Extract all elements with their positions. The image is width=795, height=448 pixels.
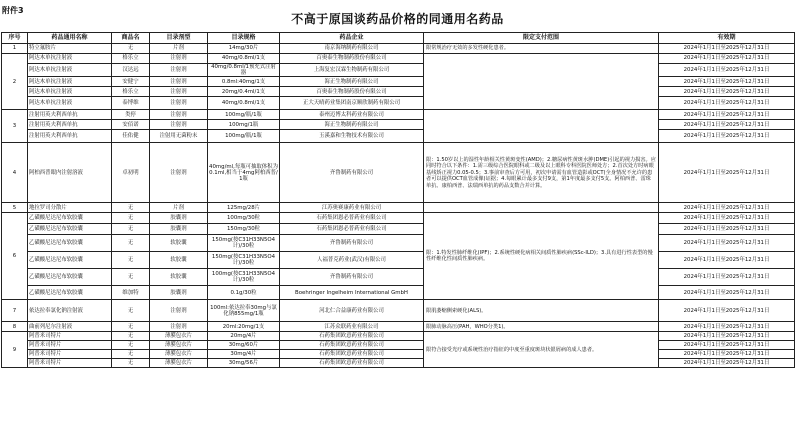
row-number-cell: 9 xyxy=(2,332,28,368)
payment-scope-cell: 限：1.50岁以上的湿性年龄相关性黄斑变性(AMD)；2.糖尿病性黄斑水肿(DME)引起的视力损害。应同时符合以下条件：1.需三级综合医院眼科或二级及以上眼科专科医院医师处方；2.首次处方时病眼基线矫正视力0.05-0.5；3.事前审查后方可用，初次申请需有血管造影或OCT(全身情况不允许的患者可以提供OCT血管成像)证据；4.每眼累计最多支付9支，第1年度最多支付5支。阿柏西普、雷珠单抗、康柏西普、法瑞西单抗的药品支数合并计算。 xyxy=(424,143,659,203)
validity-cell: 2024年1月1日至2025年12月31日 xyxy=(659,64,795,77)
spec-cell: 40mg/0.8ml/1支 xyxy=(208,54,280,64)
drug-name-cell: 乙磺酸尼达尼布软胶囊 xyxy=(28,235,112,252)
dosage-form-cell: 软胶囊 xyxy=(150,269,208,286)
company-cell: 石药集团恩必普药业有限公司 xyxy=(280,224,424,235)
company-cell: 河北仁合益康药业有限公司 xyxy=(280,300,424,322)
dosage-form-cell: 胶囊剂 xyxy=(150,224,208,235)
company-cell: 齐鲁制药有限公司 xyxy=(280,235,424,252)
validity-cell: 2024年1月1日至2025年12月31日 xyxy=(659,120,795,130)
validity-cell: 2024年1月1日至2025年12月31日 xyxy=(659,300,795,322)
company-cell: 百奥泰生物制药股份有限公司 xyxy=(280,87,424,97)
spec-cell: 125mg/28片 xyxy=(208,203,280,213)
trade-name-cell: 无 xyxy=(112,322,150,332)
dosage-form-cell: 薄膜包衣片 xyxy=(150,359,208,368)
table-row xyxy=(2,143,795,203)
validity-cell: 2024年1月1日至2025年12月31日 xyxy=(659,235,795,252)
dosage-form-cell: 注射剂 xyxy=(150,97,208,110)
drug-name-cell: 地拉罗司分散片 xyxy=(28,203,112,213)
dosage-form-cell: 注射剂 xyxy=(150,110,208,120)
validity-cell: 2024年1月1日至2025年12月31日 xyxy=(659,350,795,359)
drug-name-cell: 阿柏西普眼内注射溶液 xyxy=(28,143,112,203)
drug-name-cell: 阿达木单抗注射液 xyxy=(28,77,112,87)
trade-name-cell: 安健宁 xyxy=(112,77,150,87)
validity-cell: 2024年1月1日至2025年12月31日 xyxy=(659,87,795,97)
company-cell: 南京海纳制药有限公司 xyxy=(280,44,424,54)
trade-name-cell: 格乐立 xyxy=(112,87,150,97)
drug-name-cell: 注射用英夫利西单抗 xyxy=(28,130,112,143)
validity-cell: 2024年1月1日至2025年12月31日 xyxy=(659,286,795,300)
spec-cell: 30mg/4片 xyxy=(208,350,280,359)
row-number-cell: 8 xyxy=(2,322,28,332)
company-cell: 正大天晴药业集团南京顺欣制药有限公司 xyxy=(280,97,424,110)
document-title: 不高于原国谈药品价格的同通用名药品 xyxy=(291,12,504,26)
validity-cell: 2024年1月1日至2025年12月31日 xyxy=(659,44,795,54)
trade-name-cell: 无 xyxy=(112,224,150,235)
spec-cell: 0.1g/30粒 xyxy=(208,286,280,300)
company-cell: 百奥泰生物制药股份有限公司 xyxy=(280,54,424,64)
dosage-form-cell: 薄膜包衣片 xyxy=(150,332,208,341)
dosage-form-cell: 注射用无菌粉末 xyxy=(150,130,208,143)
trade-name-cell: 佳佑健 xyxy=(112,130,150,143)
table-row xyxy=(2,120,795,130)
table-row xyxy=(2,54,795,64)
drug-name-cell: 注射用英夫利西单抗 xyxy=(28,110,112,120)
validity-cell: 2024年1月1日至2025年12月31日 xyxy=(659,130,795,143)
company-cell: 石药集团欧意药业有限公司 xyxy=(280,350,424,359)
trade-name-cell: 安佰诺 xyxy=(112,120,150,130)
table-row xyxy=(2,341,795,350)
payment-scope-cell: 限：1.特发性肺纤维化(IPF)；2.系统性硬化病相关间质性肺疾病(SSc-ILD)；3.具有进行性表型的慢性纤维化性间质性肺疾病。 xyxy=(424,213,659,300)
trade-name-cell: 无 xyxy=(112,359,150,368)
payment-scope-cell: 限肺动脉高压(PAH，WHO分类1)。 xyxy=(424,322,659,332)
trade-name-cell: 无 xyxy=(112,235,150,252)
drug-name-cell: 乙磺酸尼达尼布软胶囊 xyxy=(28,213,112,224)
drug-name-cell: 阿普米司特片 xyxy=(28,332,112,341)
dosage-form-cell: 注射剂 xyxy=(150,300,208,322)
company-cell: 江苏众联药业有限公司 xyxy=(280,322,424,332)
spec-cell: 0.8ml:40mg/1支 xyxy=(208,77,280,87)
company-cell: 玉溪嘉和生物技术有限公司 xyxy=(280,130,424,143)
dosage-form-cell: 片剂 xyxy=(150,44,208,54)
table-header-row xyxy=(2,33,795,44)
payment-scope-cell xyxy=(424,203,659,213)
spec-cell: 20ml:20mg/1支 xyxy=(208,322,280,332)
drug-name-cell: 阿普米司特片 xyxy=(28,359,112,368)
table-row xyxy=(2,77,795,87)
trade-name-cell: 无 xyxy=(112,252,150,269)
drug-name-cell: 乙磺酸尼达尼布软胶囊 xyxy=(28,224,112,235)
company-cell: 齐鲁制药有限公司 xyxy=(280,269,424,286)
table-row xyxy=(2,203,795,213)
drug-name-cell: 注射用英夫利西单抗 xyxy=(28,120,112,130)
validity-cell: 2024年1月1日至2025年12月31日 xyxy=(659,252,795,269)
validity-cell: 2024年1月1日至2025年12月31日 xyxy=(659,77,795,87)
company-cell: 石药集团欧意药业有限公司 xyxy=(280,332,424,341)
table-row xyxy=(2,252,795,269)
header-name: 药品通用名称 xyxy=(28,33,112,44)
dosage-form-cell: 注射剂 xyxy=(150,143,208,203)
trade-name-cell: 格乐立 xyxy=(112,54,150,64)
table-row xyxy=(2,269,795,286)
drug-name-cell: 阿达木单抗注射液 xyxy=(28,64,112,77)
drug-name-cell: 曲前列尼尔注射液 xyxy=(28,322,112,332)
table-row xyxy=(2,87,795,97)
validity-cell: 2024年1月1日至2025年12月31日 xyxy=(659,97,795,110)
trade-name-cell: 无 xyxy=(112,300,150,322)
row-number-cell: 4 xyxy=(2,143,28,203)
validity-cell: 2024年1月1日至2025年12月31日 xyxy=(659,341,795,350)
validity-cell: 2024年1月1日至2025年12月31日 xyxy=(659,269,795,286)
spec-cell: 100mg(按C31H33N5O4计)/30粒 xyxy=(208,269,280,286)
trade-name-cell: 无 xyxy=(112,213,150,224)
spec-cell: 150mg/30粒 xyxy=(208,224,280,235)
header-scope: 限定支付范围 xyxy=(424,33,659,44)
header-validity: 有效期 xyxy=(659,33,795,44)
trade-name-cell: 泰博维 xyxy=(112,97,150,110)
dosage-form-cell: 薄膜包衣片 xyxy=(150,341,208,350)
validity-cell: 2024年1月1日至2025年12月31日 xyxy=(659,359,795,368)
trade-name-cell: 汉达远 xyxy=(112,64,150,77)
table-row xyxy=(2,350,795,359)
validity-cell: 2024年1月1日至2025年12月31日 xyxy=(659,213,795,224)
spec-cell: 30mg/56片 xyxy=(208,359,280,368)
spec-cell: 150mg(按C31H33N5O4计)/30粒 xyxy=(208,252,280,269)
spec-cell: 40mg/0.8ml/1预充式注射器 xyxy=(208,64,280,77)
trade-name-cell: 无 xyxy=(112,341,150,350)
row-number-cell: 5 xyxy=(2,203,28,213)
validity-cell: 2024年1月1日至2025年12月31日 xyxy=(659,203,795,213)
validity-cell: 2024年1月1日至2025年12月31日 xyxy=(659,332,795,341)
spec-cell: 20mg/4片 xyxy=(208,332,280,341)
header-company: 药品企业 xyxy=(280,33,424,44)
company-cell: 泰州迈博太科药业有限公司 xyxy=(280,110,424,120)
table-row xyxy=(2,359,795,368)
table-row xyxy=(2,64,795,77)
drug-name-cell: 依达拉奉氯化钠注射液 xyxy=(28,300,112,322)
header-no: 序号 xyxy=(2,33,28,44)
table-row xyxy=(2,130,795,143)
drug-table xyxy=(1,32,795,368)
dosage-form-cell: 注射剂 xyxy=(150,54,208,64)
spec-cell: 30mg/60片 xyxy=(208,341,280,350)
company-cell: 海正生物制药有限公司 xyxy=(280,77,424,87)
payment-scope-cell: 限符合接受光疗或系统性治疗指征的中度至重度斑块状银屑病的成人患者。 xyxy=(424,332,659,368)
drug-name-cell: 乙磺酸尼达尼布软胶囊 xyxy=(28,286,112,300)
payment-scope-cell: 限肌萎缩侧索硬化(ALS)。 xyxy=(424,300,659,322)
validity-cell: 2024年1月1日至2025年12月31日 xyxy=(659,322,795,332)
spec-cell: 14mg/30片 xyxy=(208,44,280,54)
row-number-cell: 1 xyxy=(2,44,28,54)
drug-name-cell: 乙磺酸尼达尼布软胶囊 xyxy=(28,252,112,269)
drug-name-cell: 阿达木单抗注射液 xyxy=(28,87,112,97)
table-row xyxy=(2,300,795,322)
dosage-form-cell: 片剂 xyxy=(150,203,208,213)
trade-name-cell: 无 xyxy=(112,332,150,341)
dosage-form-cell: 胶囊剂 xyxy=(150,213,208,224)
attachment-label: 附件3 xyxy=(2,6,24,15)
trade-name-cell: 维加特 xyxy=(112,286,150,300)
validity-cell: 2024年1月1日至2025年12月31日 xyxy=(659,143,795,203)
drug-name-cell: 乙磺酸尼达尼布软胶囊 xyxy=(28,269,112,286)
company-cell: Boehringer Ingelheim International GmbH xyxy=(280,286,424,300)
row-number-cell: 7 xyxy=(2,300,28,322)
table-row xyxy=(2,44,795,54)
header-trade: 商品名 xyxy=(112,33,150,44)
payment-scope-cell xyxy=(424,54,659,110)
table-row xyxy=(2,224,795,235)
spec-cell: 100mg/瓶/1瓶 xyxy=(208,110,280,120)
company-cell: 人福普克药业(武汉)有限公司 xyxy=(280,252,424,269)
company-cell: 石药集团恩必普药业有限公司 xyxy=(280,213,424,224)
dosage-form-cell: 软胶囊 xyxy=(150,235,208,252)
row-number-cell: 2 xyxy=(2,54,28,110)
dosage-form-cell: 软胶囊 xyxy=(150,252,208,269)
dosage-form-cell: 注射剂 xyxy=(150,120,208,130)
spec-cell: 40mg/0.8ml/1支 xyxy=(208,97,280,110)
payment-scope-cell xyxy=(424,110,659,143)
company-cell: 石药集团欧意药业有限公司 xyxy=(280,341,424,350)
company-cell: 石药集团欧意药业有限公司 xyxy=(280,359,424,368)
validity-cell: 2024年1月1日至2025年12月31日 xyxy=(659,54,795,64)
dosage-form-cell: 薄膜包衣片 xyxy=(150,350,208,359)
trade-name-cell: 无 xyxy=(112,350,150,359)
table-body xyxy=(2,44,795,368)
spec-cell: 100mg/1瓶 xyxy=(208,120,280,130)
trade-name-cell: 无 xyxy=(112,269,150,286)
table-row xyxy=(2,322,795,332)
table-row xyxy=(2,110,795,120)
payment-scope-cell: 限常规治疗无效的多发性硬化患者。 xyxy=(424,44,659,54)
table-row xyxy=(2,332,795,341)
validity-cell: 2024年1月1日至2025年12月31日 xyxy=(659,224,795,235)
row-number-cell: 3 xyxy=(2,110,28,143)
header-spec: 目录规格 xyxy=(208,33,280,44)
drug-name-cell: 阿达木单抗注射液 xyxy=(28,54,112,64)
row-number-cell: 6 xyxy=(2,213,28,300)
spec-cell: 100mg/瓶/1瓶 xyxy=(208,130,280,143)
trade-name-cell: 卓初明 xyxy=(112,143,150,203)
trade-name-cell: 无 xyxy=(112,203,150,213)
spec-cell: 100ml:依达拉奉30mg与氯化钠855mg/1瓶 xyxy=(208,300,280,322)
table-row xyxy=(2,286,795,300)
dosage-form-cell: 注射剂 xyxy=(150,77,208,87)
spec-cell: 20mg/0.4ml/1支 xyxy=(208,87,280,97)
spec-cell: 150mg(按C31H33N5O4计)/30粒 xyxy=(208,235,280,252)
company-cell: 上海复宏汉霖生物制药有限公司 xyxy=(280,64,424,77)
dosage-form-cell: 注射剂 xyxy=(150,64,208,77)
company-cell: 江苏奥赛康药业有限公司 xyxy=(280,203,424,213)
spec-cell: 100mg/30粒 xyxy=(208,213,280,224)
validity-cell: 2024年1月1日至2025年12月31日 xyxy=(659,110,795,120)
spec-cell: 40mg/ml,每瓶可抽取体积为0.1ml,相当于4mg阿柏西普/1瓶 xyxy=(208,143,280,203)
company-cell: 海正生物制药有限公司 xyxy=(280,120,424,130)
dosage-form-cell: 注射剂 xyxy=(150,87,208,97)
drug-name-cell: 特立氟胺片 xyxy=(28,44,112,54)
table-row xyxy=(2,213,795,224)
dosage-form-cell: 胶囊剂 xyxy=(150,286,208,300)
drug-name-cell: 阿达木单抗注射液 xyxy=(28,97,112,110)
trade-name-cell: 无 xyxy=(112,44,150,54)
header-form: 目录剂型 xyxy=(150,33,208,44)
table-row xyxy=(2,235,795,252)
company-cell: 齐鲁制药有限公司 xyxy=(280,143,424,203)
drug-name-cell: 阿普米司特片 xyxy=(28,350,112,359)
dosage-form-cell: 注射剂 xyxy=(150,322,208,332)
drug-name-cell: 阿普米司特片 xyxy=(28,341,112,350)
table-row xyxy=(2,97,795,110)
trade-name-cell: 类停 xyxy=(112,110,150,120)
